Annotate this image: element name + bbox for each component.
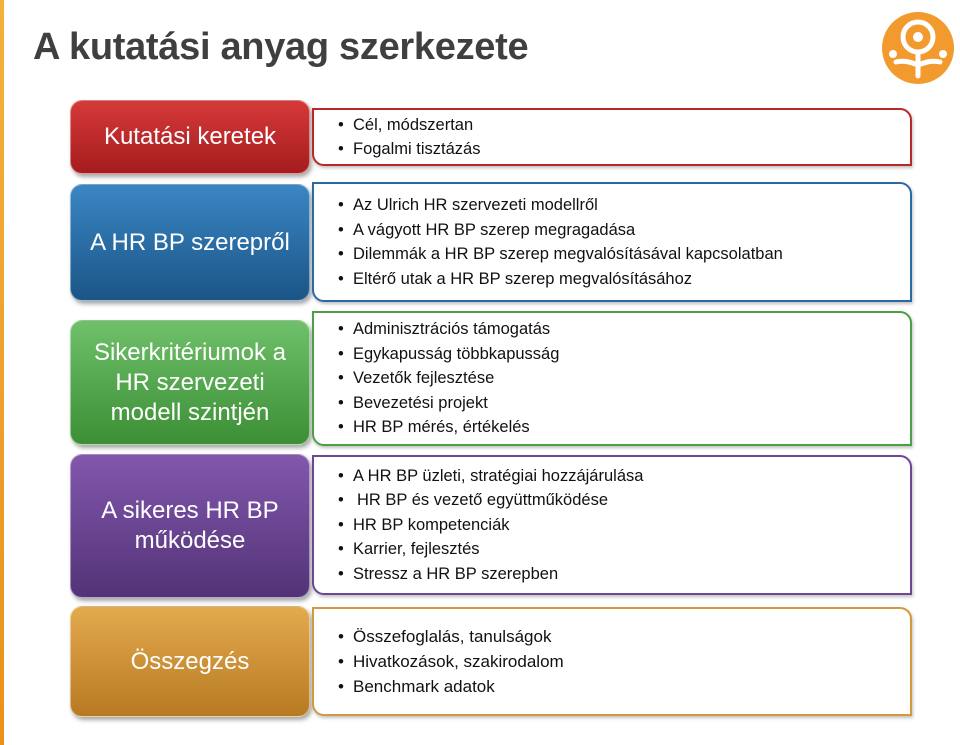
bullet-item: • A vágyott HR BP szerep megragadása: [338, 218, 783, 243]
bullet-item: • HR BP mérés, értékelés: [338, 415, 559, 440]
bullet-item: • Eltérő utak a HR BP szerep megvalósításához: [338, 267, 783, 292]
section-label-text: Összegzés: [130, 647, 250, 675]
bullet-item: • Egykapusság többkapusság: [338, 342, 559, 367]
bullet-item: • Hivatkozások, szakirodalom: [338, 649, 564, 674]
slide-title: A kutatási anyag szerkezete: [33, 26, 529, 68]
bullet-item: • HR BP kompetenciák: [338, 513, 643, 538]
bullet-item: • Bevezetési projekt: [338, 391, 559, 416]
bullet-item: • Dilemmák a HR BP szerep megvalósításával kapcsolatban: [338, 242, 783, 267]
section-details-kutatasi-keretek: [312, 108, 912, 166]
section-label-osszegzes: [70, 606, 310, 717]
bullet-item: • Fogalmi tisztázás: [338, 137, 480, 161]
bullet-item: • Az Ulrich HR szervezeti modellről: [338, 193, 783, 218]
bullet-item: • Stressz a HR BP szerepben: [338, 562, 643, 587]
bullet-item: • A HR BP üzleti, stratégiai hozzájárulása: [338, 464, 643, 489]
bullet-list: [338, 317, 559, 440]
bullet-list: [338, 193, 783, 291]
section-label-text: Kutatási keretek: [103, 123, 277, 150]
section-label-text: A HR BP szerepről: [90, 228, 290, 256]
section-label-text: A sikeres HR BP működése: [101, 497, 279, 554]
bullet-list: [338, 113, 480, 161]
bullet-item: • Vezetők fejlesztése: [338, 366, 559, 391]
section-label-text: Sikerkritériumok a HR szervezeti modell szintjén: [93, 338, 287, 426]
bullet-item: • Cél, módszertan: [338, 113, 480, 137]
section-label-hr-bp-szereprol: [70, 184, 310, 301]
section-details-osszegzes: [312, 607, 912, 716]
section-details-hr-bp-szereprol: [312, 182, 912, 302]
section-details-sikerkriteriumok: [312, 311, 912, 446]
tree-person-logo-icon: [880, 10, 956, 86]
section-label-sikeres-hr-bp: [70, 454, 310, 598]
bullet-item: • Adminisztrációs támogatás: [338, 317, 559, 342]
bullet-list: [338, 464, 643, 587]
bullet-list: [338, 624, 564, 699]
bullet-item: • Összefoglalás, tanulságok: [338, 624, 564, 649]
bullet-item: • Benchmark adatok: [338, 674, 564, 699]
slide-accent-bar: [0, 0, 4, 745]
bullet-item: • HR BP és vezető együttműködése: [338, 488, 643, 513]
bullet-item: • Karrier, fejlesztés: [338, 537, 643, 562]
section-label-sikerkriteriumok: [70, 320, 310, 445]
section-label-kutatasi-keretek: [70, 100, 310, 174]
section-details-sikeres-hr-bp: [312, 455, 912, 595]
